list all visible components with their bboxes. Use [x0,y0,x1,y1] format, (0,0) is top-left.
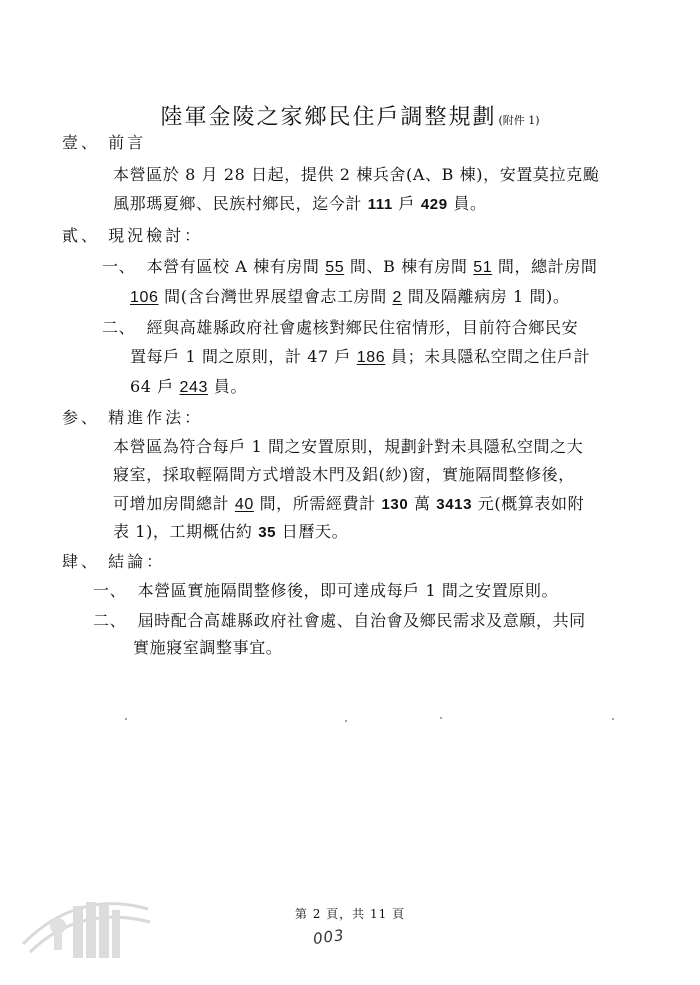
section-3-heading: 参、 精進作法： [62,408,204,427]
section-2-item-1-line-1: 一、 本營有區校 A 棟有房間 55 間、B 棟有房間 51 間，總計房間 [102,257,598,276]
volunteer-rooms: 2 [392,289,403,306]
page-footer: 第 2 頁，共 11 頁 [294,907,406,921]
noncompliant-persons: 243 [179,379,209,396]
archive-logo-watermark [18,884,168,964]
section-1-line-2: 風那瑪夏鄉、民族村鄉民，迄今計 111 戶 429 員。 [113,194,487,213]
section-4-item-2-line-2: 實施寢室調整事宜。 [133,638,283,657]
section-3-line-1: 本營區為符合每戶 1 間之安置原則，規劃針對未具隱私空間之大 [113,437,584,456]
section-2-item-2-line-2: 置每戶 1 間之原則，計 47 戶 186 員；未具隱私空間之住戶計 [130,347,591,366]
household-count: 111 [367,196,393,213]
section-2-item-2-line-1: 二、 經與高雄縣政府社會處核對鄉民住宿情形，目前符合鄉民安 [102,318,579,337]
title-attachment-note: (附件 1) [498,114,540,127]
added-rooms: 40 [234,496,254,513]
section-3-line-3: 可增加房間總計 40 間，所需經費計 130 萬 3413 元(概算表如附 [113,494,585,513]
total-rooms: 106 [130,289,159,306]
document-title [0,100,700,131]
section-4-item-2-line-1: 二、 屆時配合高雄縣政府社會處、自治會及鄉民需求及意願，共同 [93,611,586,630]
section-1-heading: 壹、 前言 [62,133,147,152]
section-4-item-1: 一、 本營區實施隔間整修後，即可達成每戶 1 間之安置原則。 [93,581,559,600]
a-building-rooms: 55 [325,259,345,276]
section-1-line-1: 本營區於 8 月 28 日起，提供 2 棟兵舍(A、B 棟)，安置莫拉克颱 [113,165,600,184]
person-count: 429 [420,196,448,213]
title-text: 陸軍金陵之家鄉民住戶調整規劃 [160,105,497,130]
budget-yuan: 3413 [436,496,473,513]
compliant-persons: 186 [356,349,386,366]
handwritten-page-number: 003 [311,925,346,949]
section-3-line-4: 表 1)，工期概估約 35 日曆天。 [113,522,349,541]
b-building-rooms: 51 [473,259,493,276]
budget-wan: 130 [381,496,409,513]
section-2-item-2-line-3: 64 戶 243 員。 [130,377,247,396]
section-2-item-1-line-2: 106 間(含台灣世界展望會志工房間 2 間及隔離病房 1 間)。 [130,287,570,306]
section-3-line-2: 寢室，採取輕隔間方式增設木門及鋁(紗)窗，實施隔間整修後， [113,465,575,484]
section-4-heading: 肆、 結論： [62,552,166,571]
work-days: 35 [258,524,277,541]
section-2-heading: 貳、 現況檢討： [62,226,204,245]
